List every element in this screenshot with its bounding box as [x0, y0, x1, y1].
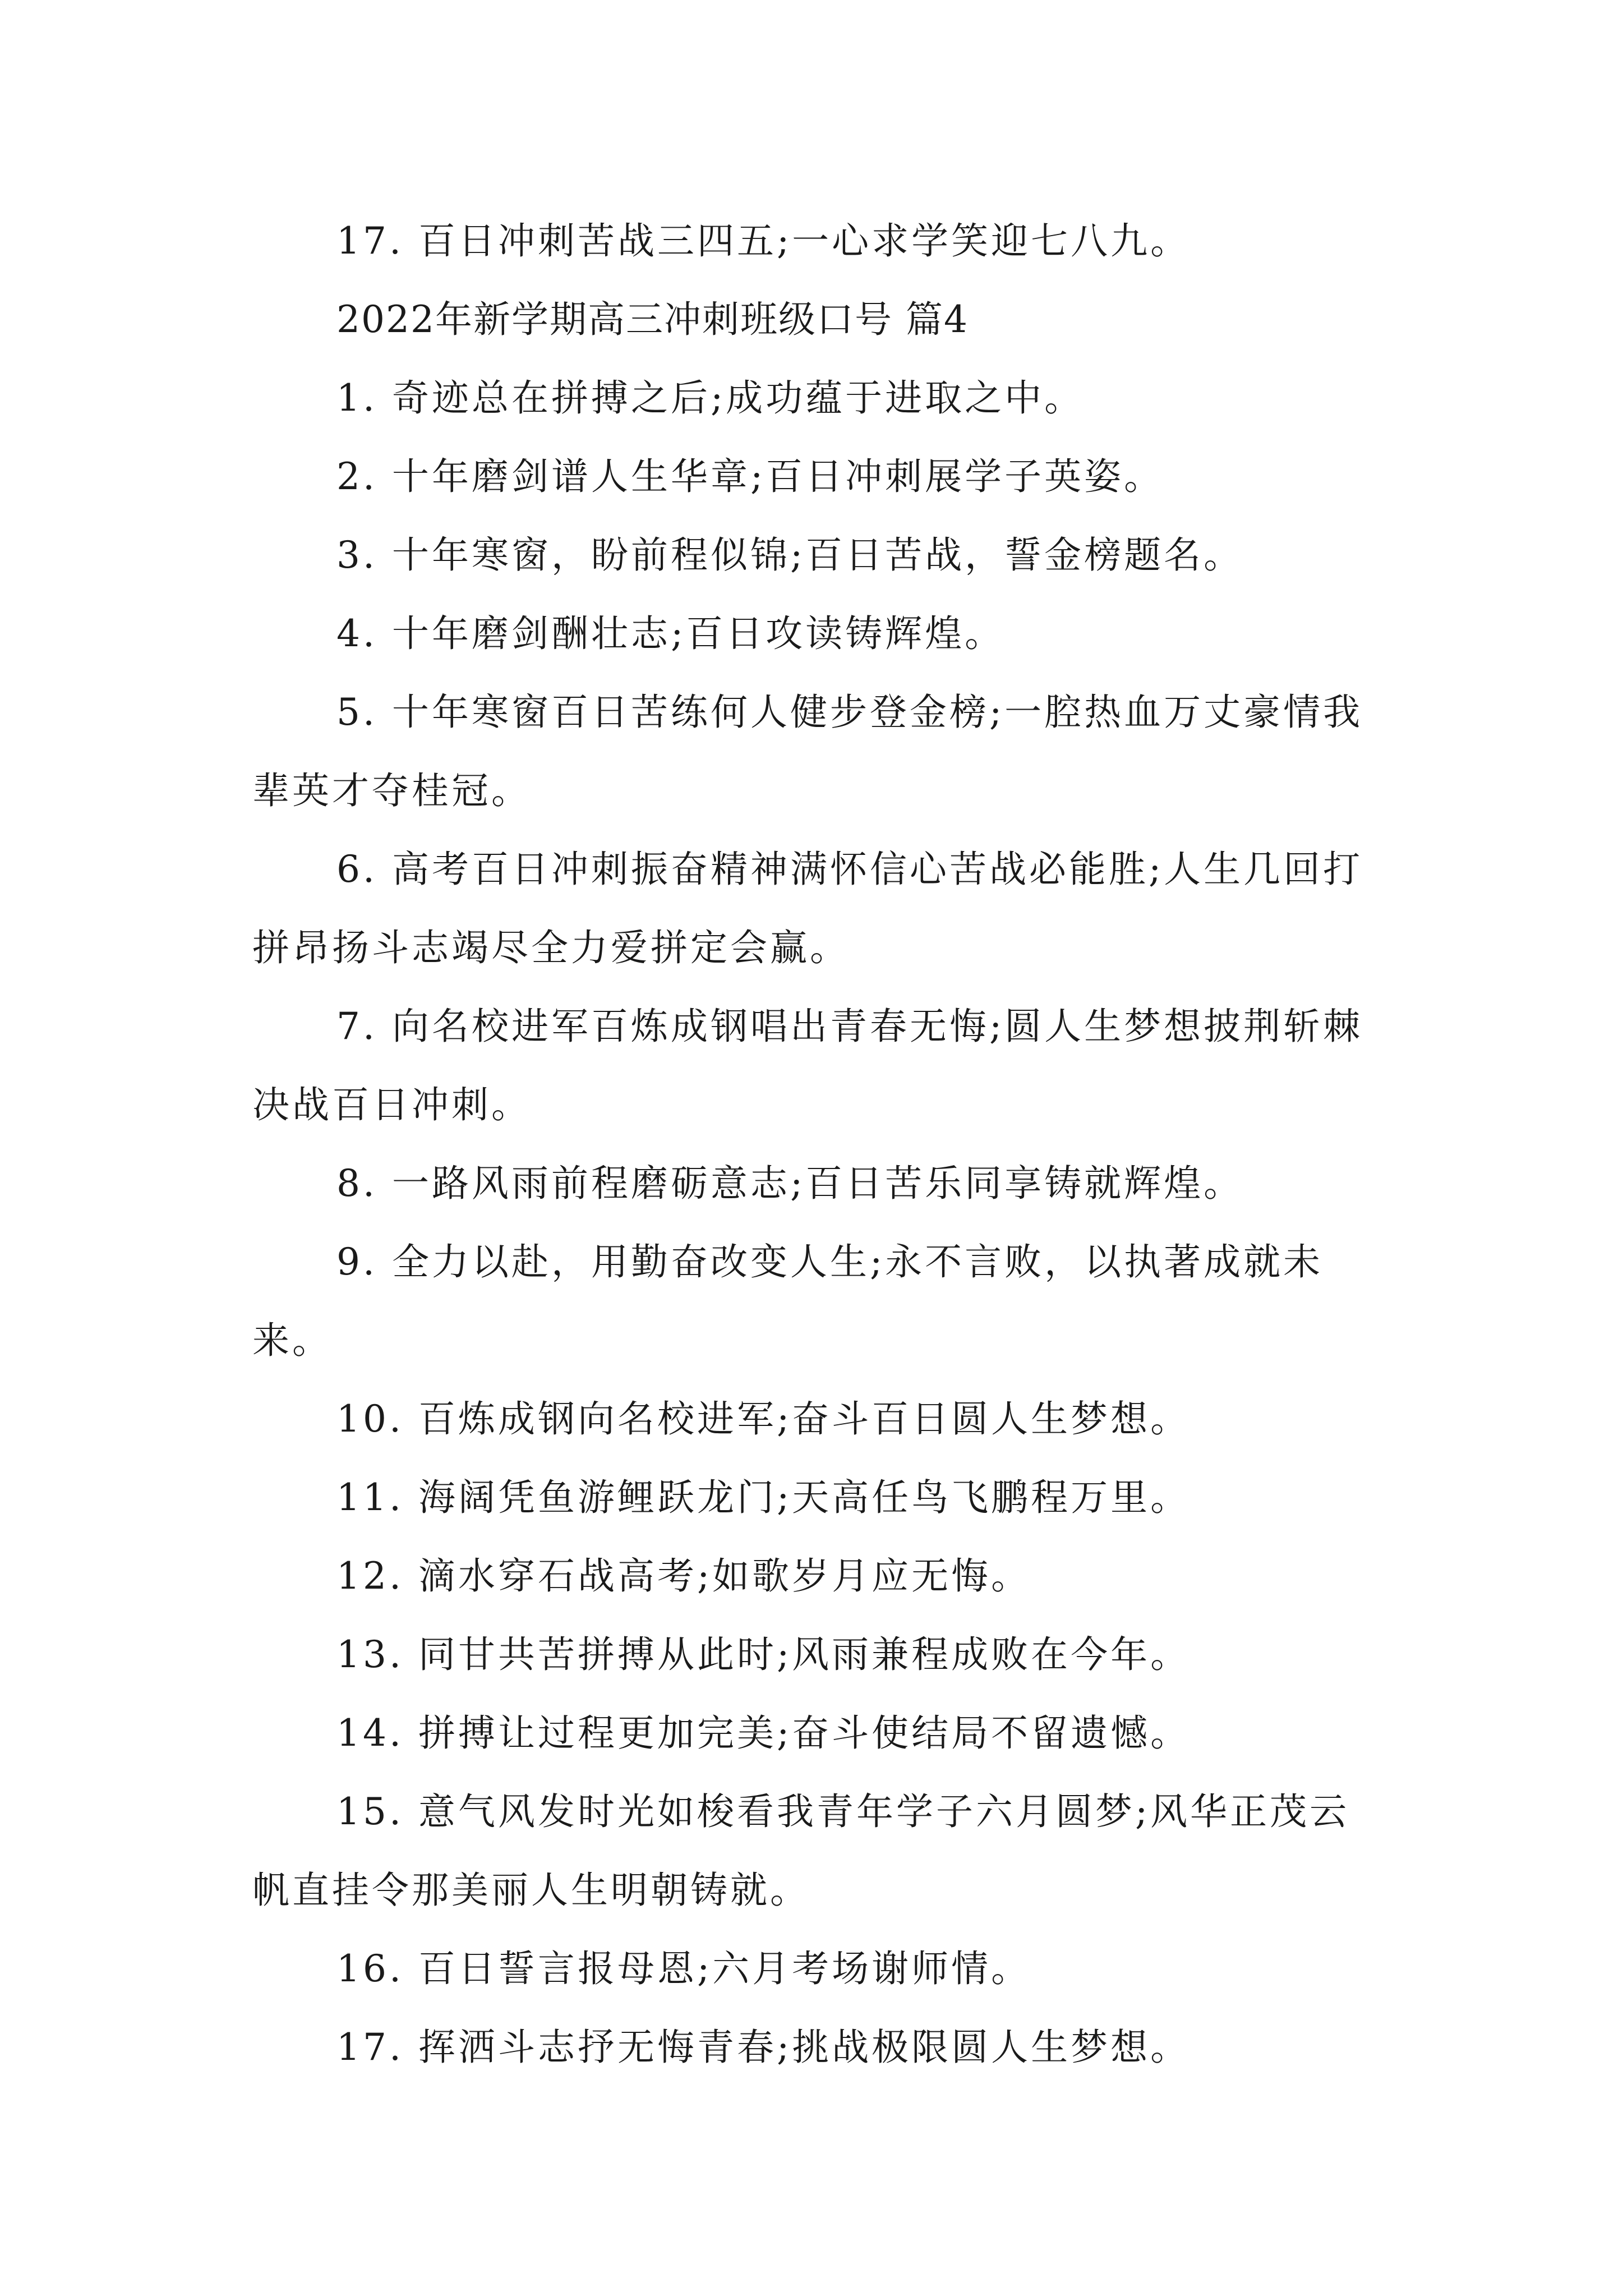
paragraph-item-10: 10. 百炼成钢向名校进军;奋斗百日圆人生梦想。 — [336, 1397, 1191, 1441]
paragraph-item-8: 8. 一路风雨前程磨砺意志;百日苦乐同享铸就辉煌。 — [336, 1162, 1244, 1205]
paragraph-item-2: 2. 十年磨剑谱人生华章;百日冲刺展学子英姿。 — [336, 455, 1164, 498]
paragraph-item-9: 9. 全力以赴，用勤奋改变人生;永不言败，以执著成就未来。 — [252, 1240, 1324, 1362]
paragraph-item-3: 3. 十年寒窗，盼前程似锦;百日苦战，誓金榜题名。 — [336, 533, 1244, 577]
paragraph-item-6: 6. 高考百日冲刺振奋精神满怀信心苦战必能胜;人生几回打拼昂扬斗志竭尽全力爱拼定会赢。 — [252, 848, 1363, 969]
section-heading: 2022年新学期高三冲刺班级口号 篇4 — [336, 298, 969, 341]
document-body — [252, 202, 1380, 2087]
paragraph-item-7: 7. 向名校进军百炼成钢唱出青春无悔;圆人生梦想披荆斩棘决战百日冲刺。 — [252, 1005, 1363, 1126]
paragraph-item-15: 15. 意气风发时光如梭看我青年学子六月圆梦;风华正茂云帆直挂令那美丽人生明朝铸就。 — [252, 1790, 1350, 1912]
paragraph-item-17: 17. 挥洒斗志抒无悔青春;挑战极限圆人生梦想。 — [336, 2026, 1191, 2069]
paragraph-prev-17: 17. 百日冲刺苦战三四五;一心求学笑迎七八九。 — [336, 219, 1191, 263]
paragraph-item-16: 16. 百日誓言报母恩;六月考场谢师情。 — [336, 1947, 1031, 1990]
paragraph-item-14: 14. 拼搏让过程更加完美;奋斗使结局不留遗憾。 — [336, 1711, 1191, 1755]
paragraph-item-11: 11. 海阔凭鱼游鲤跃龙门;天高任鸟飞鹏程万里。 — [336, 1476, 1191, 1519]
paragraph-item-13: 13. 同甘共苦拼搏从此时;风雨兼程成败在今年。 — [336, 1633, 1191, 1676]
paragraph-item-1: 1. 奇迹总在拼搏之后;成功蕴于进取之中。 — [336, 376, 1085, 420]
paragraph-item-12: 12. 滴水穿石战高考;如歌岁月应无悔。 — [336, 1554, 1031, 1598]
paragraph-item-4: 4. 十年磨剑酬壮志;百日攻读铸辉煌。 — [336, 612, 1005, 655]
paragraph-item-5: 5. 十年寒窗百日苦练何人健步登金榜;一腔热血万丈豪情我辈英才夺桂冠。 — [252, 691, 1363, 812]
